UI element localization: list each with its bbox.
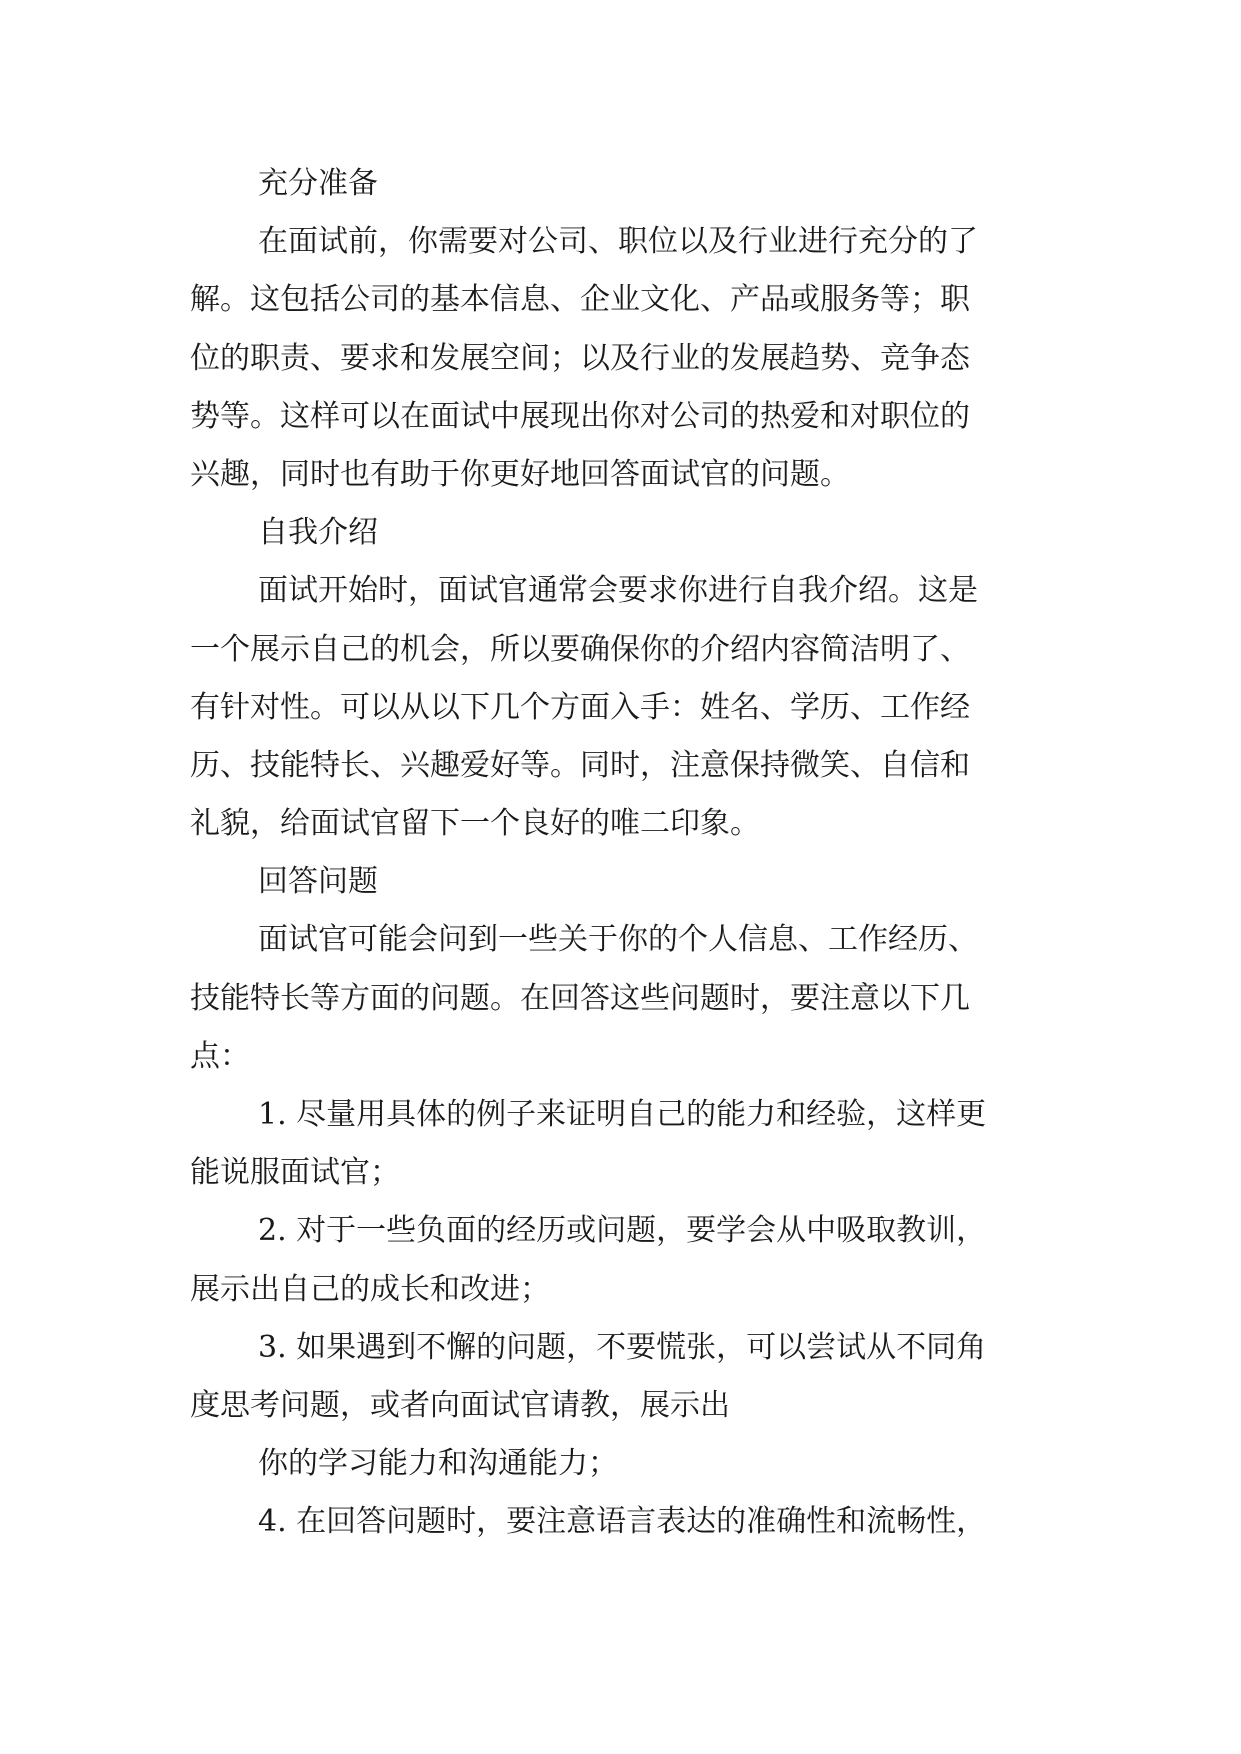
- paragraph-line: 历、技能特长、兴趣爱好等。同时，注意保持微笑、自信和: [190, 747, 970, 783]
- paragraph-line: 面试开始时，面试官通常会要求你进行自我介绍。这是: [258, 573, 978, 609]
- list-item-line: 展示出自己的成长和改进；: [190, 1271, 550, 1307]
- list-item-line: 3. 如果遇到不懈的问题，不要慌张，可以尝试从不同角: [258, 1329, 987, 1365]
- paragraph-line: 势等。这样可以在面试中展现出你对公司的热爱和对职位的: [190, 398, 970, 434]
- section-heading: 充分准备: [258, 166, 378, 201]
- paragraph-line: 面试官可能会问到一些关于你的个人信息、工作经历、: [258, 922, 978, 958]
- paragraph-line: 一个展示自己的机会，所以要确保你的介绍内容简洁明了、: [190, 631, 970, 667]
- paragraph-line: 在面试前，你需要对公司、职位以及行业进行充分的了: [258, 224, 978, 260]
- paragraph-line: 点：: [190, 1038, 250, 1074]
- list-item-line: 4. 在回答问题时，要注意语言表达的准确性和流畅性，: [258, 1504, 987, 1540]
- list-item-line: 2. 对于一些负面的经历或问题，要学会从中吸取教训，: [258, 1213, 987, 1249]
- section-heading: 自我介绍: [258, 515, 378, 551]
- list-item-line: 你的学习能力和沟通能力；: [258, 1446, 618, 1482]
- paragraph-line: 兴趣，同时也有助于你更好地回答面试官的问题。: [190, 456, 850, 492]
- section-heading: 回答问题: [258, 864, 378, 900]
- list-item-line: 度思考问题，或者向面试官请教，展示出: [190, 1387, 730, 1423]
- document-body: [190, 155, 1060, 1552]
- paragraph-line: 位的职责、要求和发展空间；以及行业的发展趋势、竞争态: [190, 340, 970, 376]
- paragraph-line: 解。这包括公司的基本信息、企业文化、产品或服务等；职: [190, 282, 970, 318]
- paragraph-line: 技能特长等方面的问题。在回答这些问题时，要注意以下几: [190, 980, 970, 1016]
- list-item-line: 1. 尽量用具体的例子来证明自己的能力和经验，这样更: [258, 1097, 987, 1132]
- list-item-line: 能说服面试官；: [190, 1155, 400, 1191]
- paragraph-line: 有针对性。可以从以下几个方面入手：姓名、学历、工作经: [190, 689, 970, 725]
- paragraph-line: 礼貌，给面试官留下一个良好的唯二印象。: [190, 806, 760, 842]
